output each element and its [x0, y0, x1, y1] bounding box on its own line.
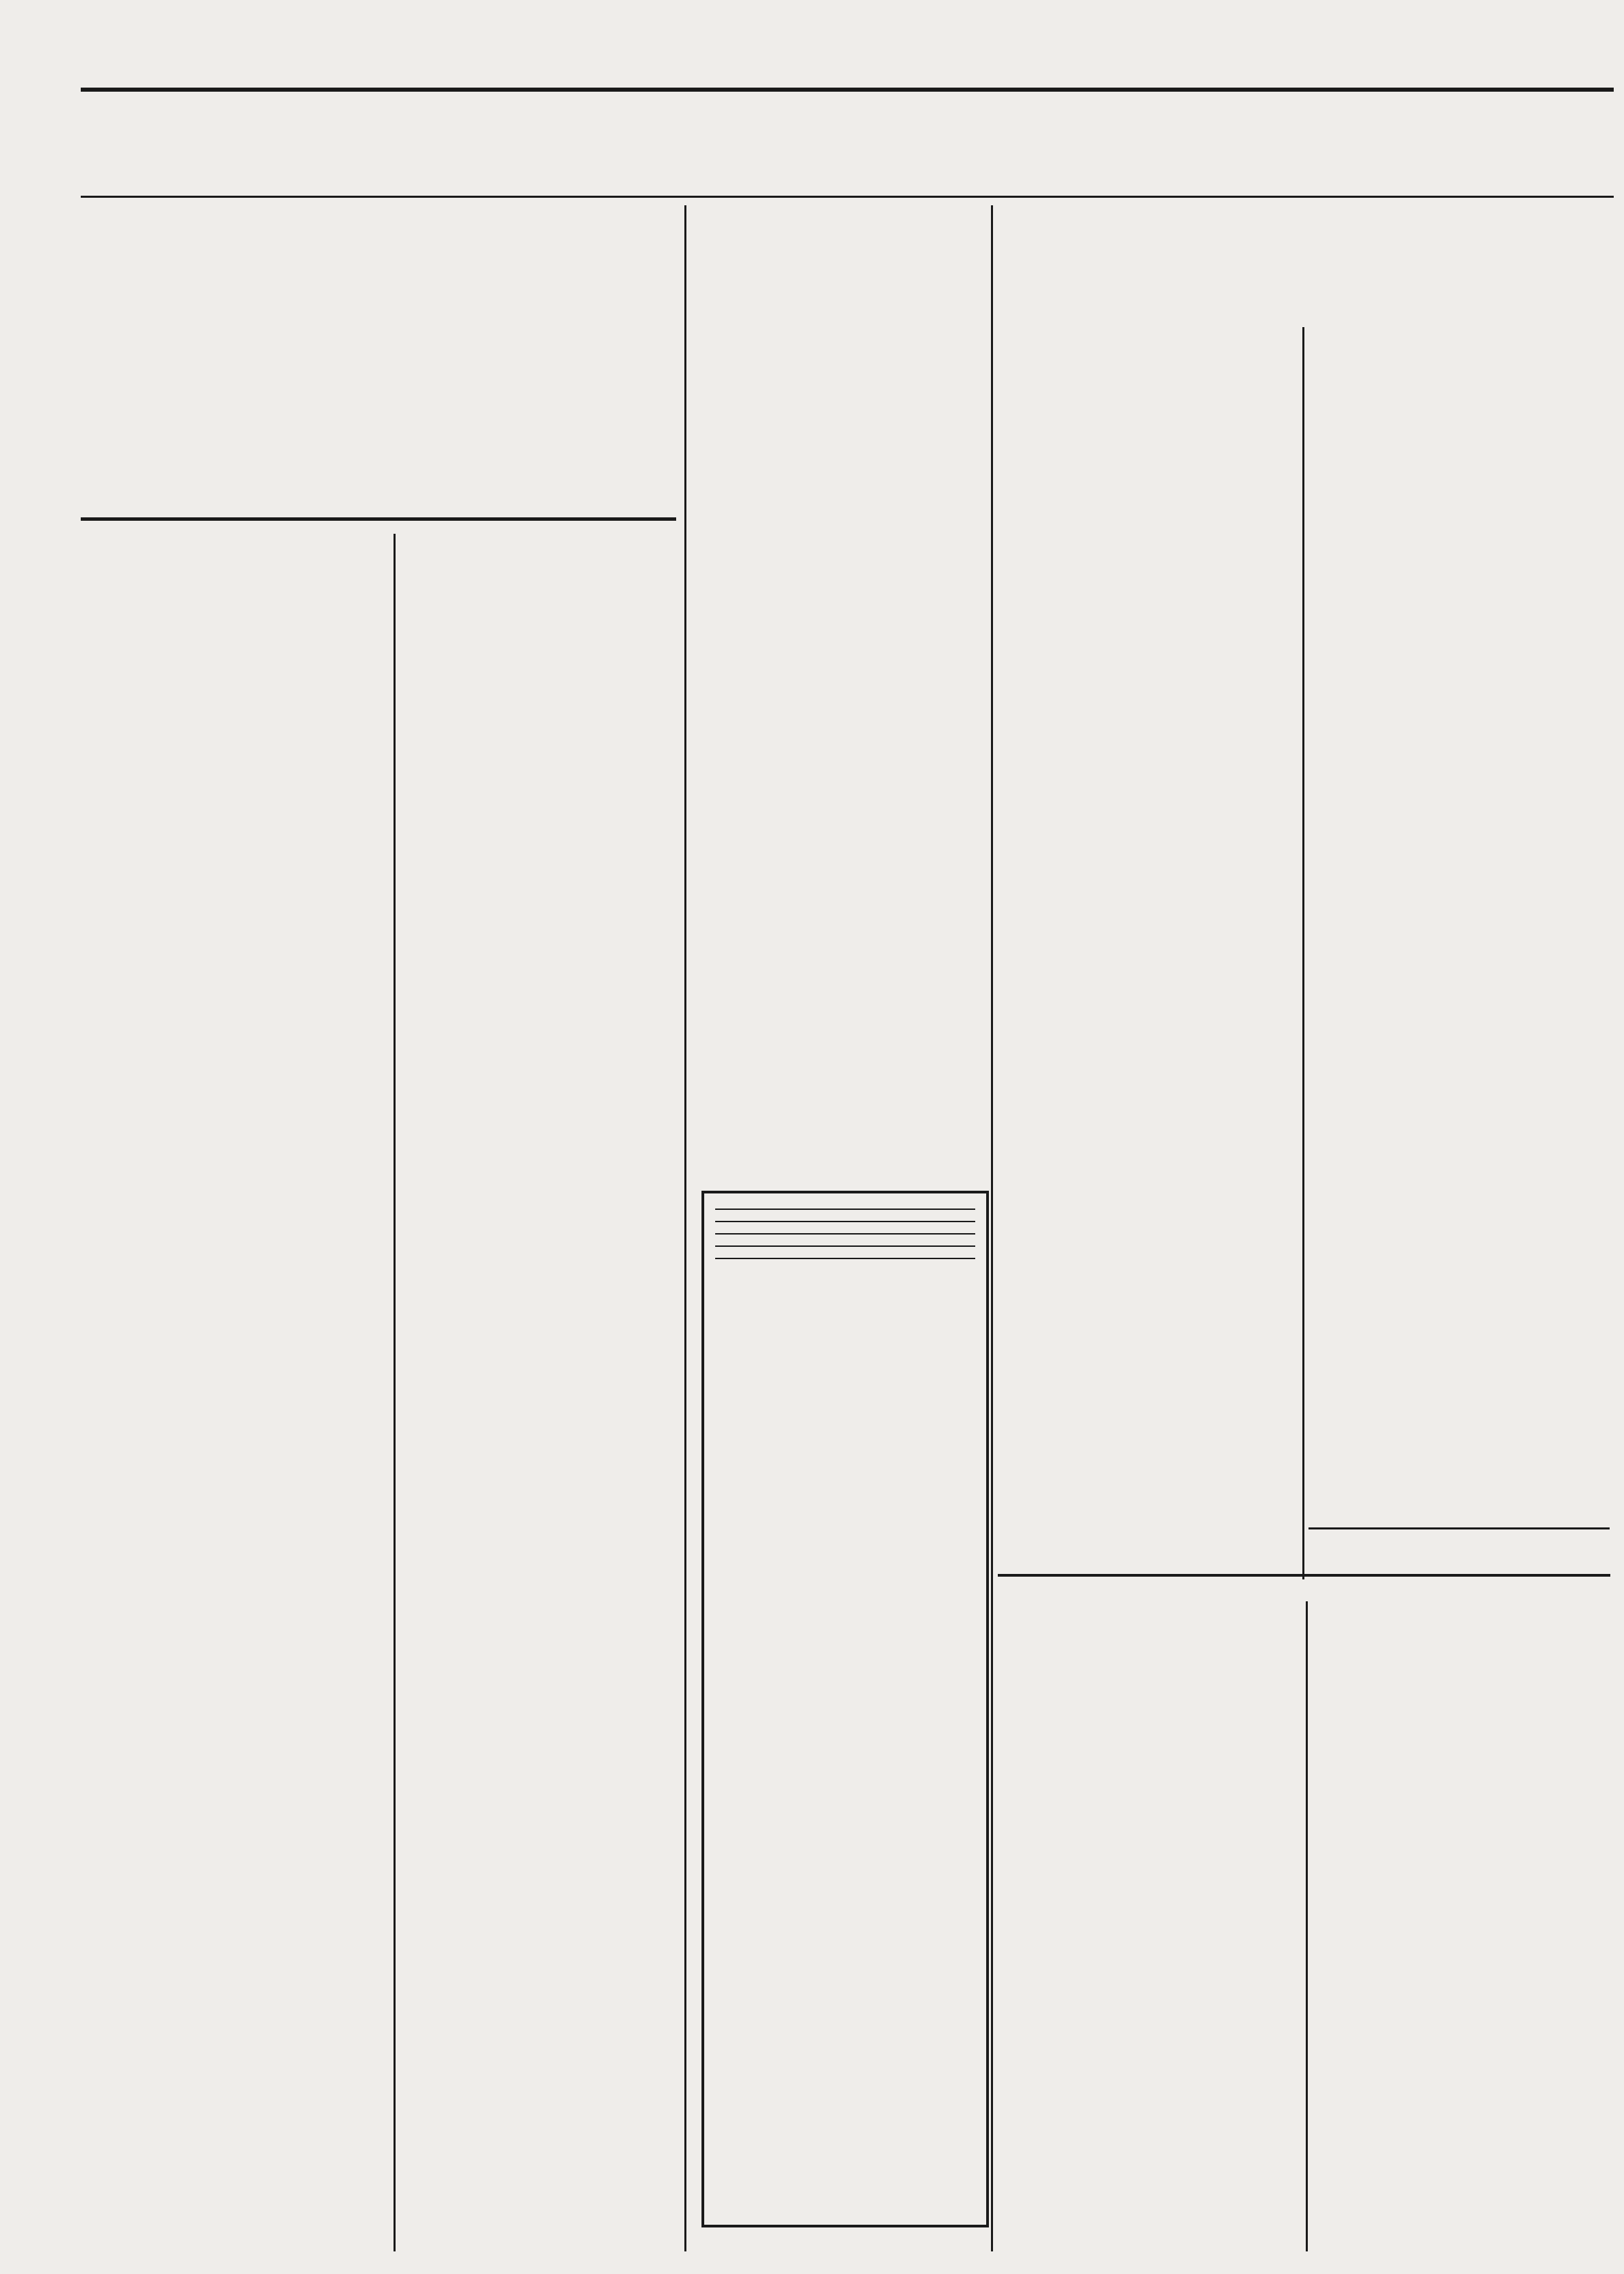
- hedilla-article: [81, 218, 676, 235]
- ad-divider: [715, 1258, 975, 1259]
- column-rule: [1302, 327, 1304, 1579]
- column-rule: [684, 205, 686, 2251]
- column-rule: [394, 534, 396, 2251]
- column-rule: [991, 205, 993, 2251]
- column-rule: [1306, 1601, 1308, 2251]
- ad-divider: [715, 1209, 975, 1210]
- column-3: [691, 218, 984, 224]
- hedilla-rule: [81, 517, 676, 521]
- running-header: [103, 53, 1564, 78]
- cartelera-ad: [701, 1191, 989, 2227]
- ad-divider: [715, 1221, 975, 1222]
- telefonos-rule: [1309, 1527, 1610, 1529]
- ad-divider: [715, 1245, 975, 1247]
- banner-rule: [81, 196, 1614, 198]
- queipo-end-rule: [998, 1574, 1610, 1577]
- banner-headline: [81, 103, 1614, 192]
- header-rule: [81, 88, 1614, 92]
- column-1: [83, 532, 385, 538]
- ad-divider: [715, 1233, 975, 1235]
- column-2: [400, 532, 678, 537]
